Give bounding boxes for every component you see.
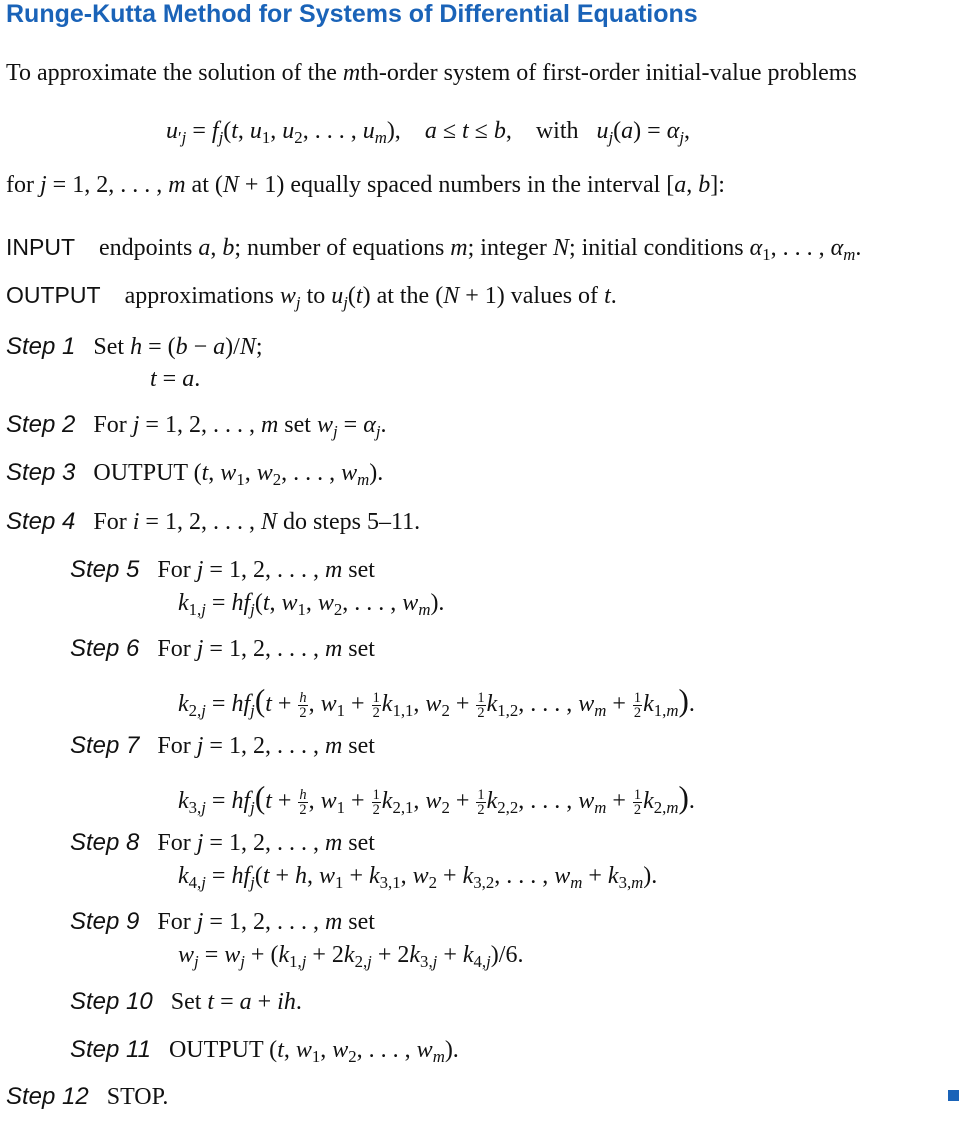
step-10: Step 10 Set t = a + ih.: [70, 988, 302, 1015]
step-8: Step 8 For j = 1, 2, . . . , m set: [70, 829, 375, 856]
step-3: Step 3 OUTPUT (t, $w_1$, $w_2$, . . . , $w_m$).: [6, 459, 384, 490]
input-row: INPUT endpoints a, b; number of equations m; integer N; initial conditions $\alpha_1$, . . . , $\alpha_m$.: [6, 234, 862, 265]
step-12-text: STOP.: [106, 1084, 169, 1110]
step-label: Step 1: [6, 333, 76, 360]
step-label: Step 12: [6, 1083, 89, 1110]
step-1: Step 1 Set h = (b − a)/N;: [6, 333, 263, 360]
step-4: Step 4 For i = 1, 2, . . . , N do steps 5–11.: [6, 508, 421, 535]
output-label: OUTPUT: [6, 282, 101, 308]
step-label: Step 10: [70, 988, 153, 1015]
step-9: Step 9 For j = 1, 2, . . . , m set: [70, 908, 375, 935]
step-label: Step 3: [6, 459, 76, 486]
step-label: Step 2: [6, 411, 76, 438]
step-1-line-2: t = a.: [150, 366, 201, 392]
step-12: [6, 1082, 168, 1112]
step-8-formula: $k_{4,j} = hf_j(t + h$, $w_1 + k_{3,1}$, $w_2 + k_{3,2}$, . . . , $w_m + k_{3,m}$).: [178, 863, 658, 893]
system-equation: $u_{'j} = f_j(t$, $u_1$, $u_2$, . . . , $u_m$), a ≤ t ≤ b, with $u_j(a) = \alpha_j$,: [166, 118, 690, 148]
input-label: INPUT: [6, 234, 75, 260]
step-5: Step 5 For j = 1, 2, . . . , m set: [70, 556, 375, 583]
step-5-formula: $k_{1,j} = hf_j(t$, $w_1$, $w_2$, . . . , $w_m$).: [178, 590, 445, 620]
step-7: Step 7 For j = 1, 2, . . . , m set: [70, 732, 375, 759]
intro-interval-text: for j = 1, 2, . . . , m at (N + 1) equally spaced numbers in the interval [a, b]:: [6, 172, 725, 198]
step-label: Step 7: [70, 732, 140, 759]
step-label: Step 4: [6, 508, 76, 535]
end-of-algorithm-square-icon: [948, 1090, 959, 1101]
algorithm-title: Runge-Kutta Method for Systems of Differential Equations: [6, 0, 698, 28]
step-label: Step 9: [70, 908, 140, 935]
step-7-formula: $k_{3,j} = hf_j(t$ + $\frac{h}{2}$ , $w_1$ + $\frac{1}{2}$ $k_{2,1}$, $w_2$ + $\frac{1}{2}$ $k_{2,2}$, . . . , $w_m$ + $\frac{1}{2}$ $k_{2,m}$).: [178, 780, 695, 818]
step-6: Step 6 For j = 1, 2, . . . , m set: [70, 635, 375, 662]
step-label: Step 8: [70, 829, 140, 856]
step-6-formula: $k_{2,j} = hf_j(t$ + $\frac{h}{2}$ , $w_1$ + $\frac{1}{2}$ $k_{1,1}$, $w_2$ + $\frac{1}{2}$ $k_{1,2}$, . . . , $w_m$ + $\frac{1}{2}$ $k_{1,m}$).: [178, 683, 695, 721]
step-11: Step 11 OUTPUT (t, $w_1$, $w_2$, . . . , $w_m$).: [70, 1036, 459, 1067]
step-label: Step 5: [70, 556, 140, 583]
step-9-formula: $w_j = w_j + (k_{1,j} + 2k_{2,j} + 2k_{3,j} + k_{4,j})/6$.: [178, 942, 524, 972]
intro-text: To approximate the solution of the mth-order system of first-order initial-value problems: [6, 60, 857, 86]
step-2: Step 2 For j = 1, 2, . . . , m set $w_j = \alpha_j$.: [6, 411, 387, 442]
output-row: OUTPUT approximations $w_j$ to $u_j(t)$ at the (N + 1) values of t.: [6, 282, 617, 313]
step-label: Step 6: [70, 635, 140, 662]
step-label: Step 11: [70, 1036, 151, 1063]
